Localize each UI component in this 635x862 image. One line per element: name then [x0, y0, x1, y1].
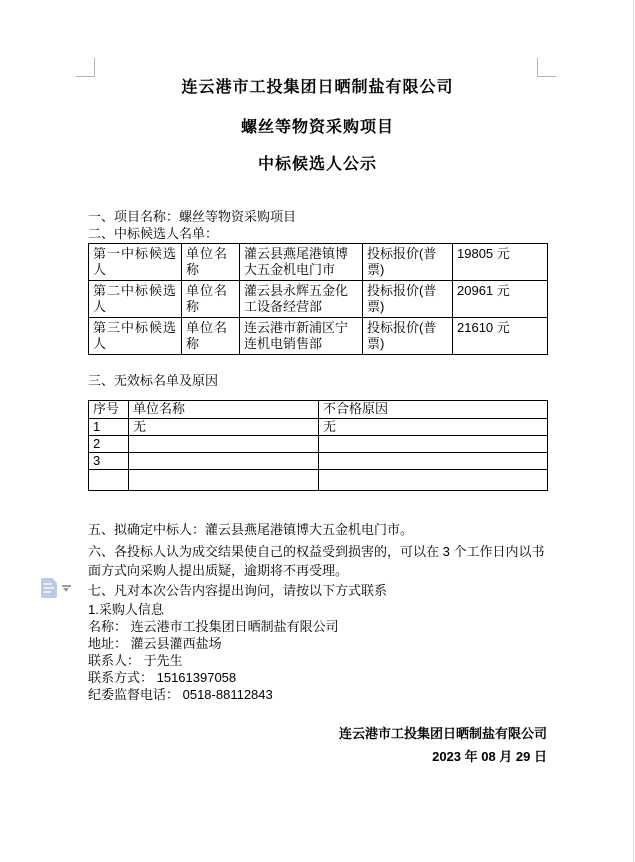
purchaser-name: 名称： 连云港市工投集团日晒制盐有限公司	[88, 619, 339, 634]
bid-price-label: 投标报价(普票)	[363, 281, 453, 318]
purchaser-address: 地址： 灌云县灌西盐场	[88, 636, 222, 651]
cell-seq: 3	[89, 453, 129, 470]
supervision-phone: 纪委监督电话： 0518-88112843	[88, 687, 273, 702]
bid-price-label: 投标报价(普票)	[363, 244, 453, 281]
table-row	[89, 244, 548, 281]
section-1-project-name: 一、项目名称：螺丝等物资采购项目	[88, 209, 297, 224]
contact-person: 联系人： 于先生	[88, 653, 183, 668]
unit-name-label: 单位名称	[182, 244, 240, 281]
title-doc-type: 中标候选人公示	[257, 156, 377, 173]
cell-seq	[89, 470, 129, 491]
purchaser-info-block	[88, 601, 547, 703]
candidate-rank: 第一中标候选人	[89, 244, 182, 281]
unit-name-label: 单位名称	[182, 281, 240, 318]
chevron-down-icon[interactable]	[62, 585, 71, 592]
table-row	[89, 419, 548, 436]
section-2-candidate-list-label: 二、中标候选人名单：	[88, 226, 219, 241]
unit-name-value: 灌云县燕尾港镇博大五金机电门市	[240, 244, 363, 281]
bid-price-label: 投标报价(普票)	[363, 318, 453, 355]
paste-options-button[interactable]	[40, 576, 74, 600]
candidates-table	[88, 243, 548, 355]
cell-unit	[129, 453, 319, 470]
section-3-invalid-bids-label: 三、无效标名单及原因	[88, 373, 219, 388]
contact-phone: 联系方式： 15161397058	[88, 670, 237, 685]
table-row	[89, 453, 548, 470]
column-header-reason: 不合格原因	[319, 401, 548, 419]
column-header-seq: 序号	[89, 401, 129, 419]
table-header-row	[89, 401, 548, 419]
title-company: 连云港市工投集团日晒制盐有限公司	[181, 79, 454, 96]
unit-name-value: 连云港市新浦区宁连机电销售部	[240, 318, 363, 355]
unit-name-value: 灌云县永辉五金化工设备经营部	[240, 281, 363, 318]
signature-company: 连云港市工投集团日晒制盐有限公司	[338, 726, 547, 741]
cell-reason	[319, 453, 548, 470]
cell-reason	[319, 470, 548, 491]
page-right-edge	[633, 0, 634, 862]
candidate-rank: 第二中标候选人	[89, 281, 182, 318]
unit-name-label: 单位名称	[182, 318, 240, 355]
document-content	[88, 70, 547, 768]
section-6-objection-notice: 六、各投标人认为成交结果使自己的权益受到损害的，可以在 3 个工作日内以书面方式向采购人提出质疑，逾期将不再受理。	[88, 544, 545, 578]
winner-name: 灌云县燕尾港镇博大五金机电门市。	[205, 522, 414, 537]
paste-clipboard-icon	[41, 578, 57, 598]
section-5-confirmed-winner	[88, 521, 547, 538]
cell-unit	[129, 436, 319, 453]
signature-date: 2023 年 08 月 29 日	[432, 749, 547, 764]
bid-price-value: 21610 元	[453, 318, 548, 355]
signature-block	[88, 722, 547, 768]
table-row	[89, 318, 548, 355]
purchaser-info-heading: 1.采购人信息	[88, 602, 164, 617]
section-7-contact-notice: 七、凡对本次公告内容提出询问，请按以下方式联系	[88, 583, 388, 598]
column-header-unit: 单位名称	[129, 401, 319, 419]
candidate-rank: 第三中标候选人	[89, 318, 182, 355]
cell-unit: 无	[129, 419, 319, 436]
cell-reason: 无	[319, 419, 548, 436]
title-project: 螺丝等物资采购项目	[240, 119, 394, 136]
winner-prefix: 五、拟确定中标人：	[88, 522, 206, 537]
invalid-bids-table	[88, 400, 548, 491]
bid-price-value: 19805 元	[453, 244, 548, 281]
cell-unit	[129, 470, 319, 491]
table-row	[89, 436, 548, 453]
cell-reason	[319, 436, 548, 453]
table-row	[89, 470, 548, 491]
table-row	[89, 281, 548, 318]
cell-seq: 2	[89, 436, 129, 453]
bid-price-value: 20961 元	[453, 281, 548, 318]
cell-seq: 1	[89, 419, 129, 436]
